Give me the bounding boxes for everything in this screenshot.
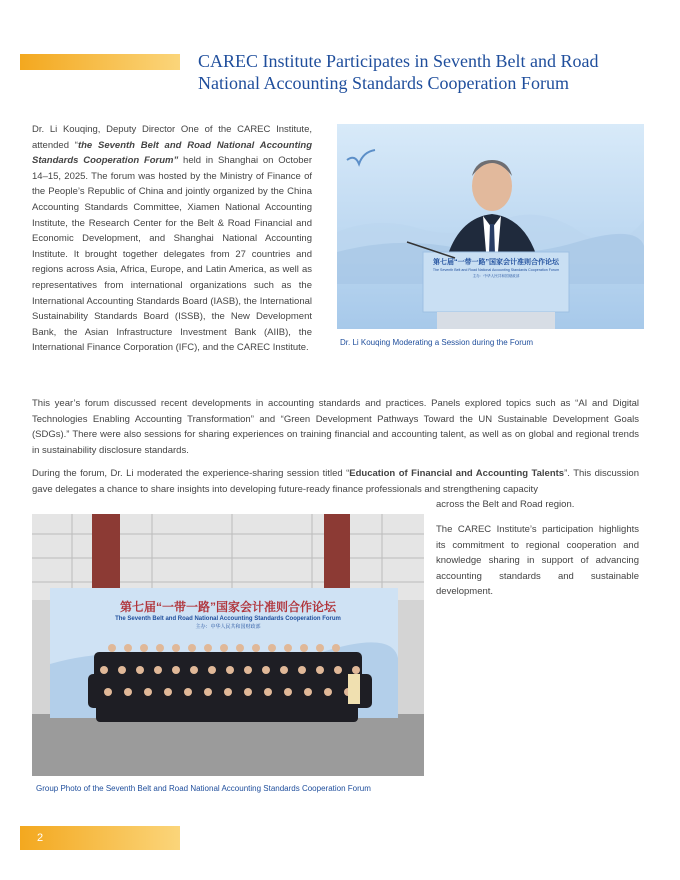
- photo-group: [32, 514, 424, 776]
- title-line-2: National Accounting Standards Cooperation Forum: [198, 73, 569, 93]
- paragraph-session-tail: across the Belt and Road region.: [436, 499, 575, 511]
- article-title: [198, 50, 658, 94]
- podium-banner-title: 第七届“一带一路”国家会计准则合作论坛: [433, 259, 559, 266]
- caption-moderator-photo: Dr. Li Kouqing Moderating a Session during the Forum: [340, 338, 533, 347]
- caption-group-photo: Group Photo of the Seventh Belt and Road National Accounting Standards Cooperation Forum: [36, 784, 371, 793]
- paragraph-topics: This year’s forum discussed recent developments in accounting standards and practices. Panels explored topics such as “AI and Digital Technologies Enabling Accounting Transformation” and “Green Development Pathways Toward the UN Sustainable Development Goals (SDGs).” There were also sessions for sharing experiences on training financial and accounting talent, as well as on global and regional trends in sustainability disclosure standards.: [32, 398, 639, 456]
- paragraph-session: [32, 466, 639, 513]
- photo-moderator: [337, 124, 644, 329]
- header-accent-bar: [20, 54, 180, 70]
- group-banner-subtitle: The Seventh Belt and Road National Accounting Standards Cooperation Forum: [115, 616, 341, 622]
- paragraph-conclusion: The CAREC Institute’s participation highlights its commitment to regional cooperation and knowledge sharing in support of advancing accounting standards and sustainable development.: [436, 524, 639, 598]
- paragraph-session-rest: ”. This discussion gave delegates a chance to share insights into developing future-ready finance professionals and strengthening capacity: [32, 468, 639, 495]
- paragraph-session-start: During the forum, Dr. Li moderated the experience-sharing session titled “: [32, 468, 350, 479]
- podium-banner-host: 主办：中华人民共和国财政部: [472, 274, 520, 278]
- paragraph-intro-start: Dr. Li Kouqing, Deputy Director One of the CAREC Institute, attended “: [32, 124, 312, 151]
- podium-banner-subtitle: The Seventh Belt and Road National Accounting Standards Cooperation Forum: [432, 268, 560, 272]
- footer-accent-bar: [20, 826, 180, 850]
- paragraph-intro-rest: held in Shanghai on October 14–15, 2025. The forum was hosted by the Ministry of Finance of the People’s Republic of China and jointly organized by the China Accounting Standards Committee, Xiamen National Accounting Institute, the Research Center for the Belt & Road Financial and Economic Development, and Shanghai National Accounting Institute. It brought together delegates from 27 countries and regions across Asia, Africa, Europe, and Latin America, as well as representatives from international organizations such as the International Accounting Standards Board (IASB), the International Sustainability Standards Board (ISSB), the New Development Bank, the Asian Infrastructure Investment Bank (AIIB), the International Finance Corporation (IFC), and the CAREC Institute.: [32, 155, 313, 354]
- session-title-emphasis: Education of Financial and Accounting Talents: [349, 468, 565, 479]
- group-banner-title: 第七届“一带一路”国家会计准则合作论坛: [119, 600, 336, 614]
- moderator-photo-illustration: [337, 124, 644, 329]
- paragraph-intro: [32, 122, 312, 356]
- forum-name-emphasis: the Seventh Belt and Road National Accounting Standards Cooperation Forum”: [32, 139, 312, 167]
- moderator-podium-banner: [425, 258, 567, 279]
- group-photo-illustration: [32, 514, 424, 776]
- page-number: 2: [37, 832, 44, 844]
- group-backdrop-banner: [70, 600, 386, 631]
- group-banner-host: 主办：中华人民共和国财政部: [195, 624, 261, 630]
- title-line-1: CAREC Institute Participates in Seventh Belt and Road: [198, 51, 599, 71]
